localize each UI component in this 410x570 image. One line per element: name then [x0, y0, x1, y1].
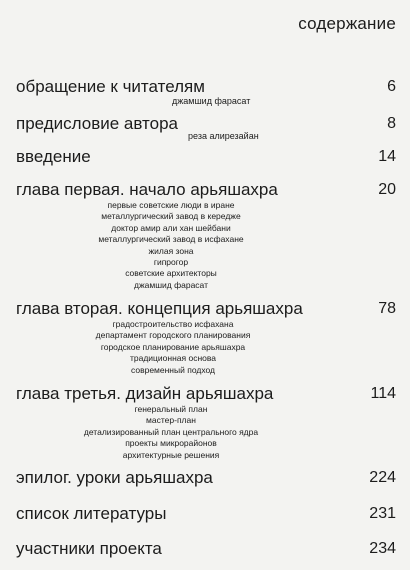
toc-entry-page: 234 [369, 540, 396, 557]
toc-entry-bibliography [16, 503, 396, 527]
toc-entry-page: 114 [370, 385, 396, 402]
toc-entry-title: глава первая. начало арьяшахра [16, 180, 278, 199]
toc-entry-page: 20 [378, 181, 396, 198]
toc-entry-introduction [16, 146, 396, 170]
toc-subsection: доктор амир али хан шейбани [111, 222, 231, 233]
toc-entry-page: 78 [378, 300, 396, 317]
toc-entry-author-preface [16, 113, 396, 141]
toc-entry-page: 14 [378, 148, 396, 165]
toc-subsection: первые советские люди в иране [107, 200, 235, 210]
toc-subsection: городское планирование арьяшахра [100, 341, 246, 352]
toc-subsection: гипрогор [153, 257, 189, 268]
toc-entry-author: реза алирезайан [188, 131, 259, 141]
toc-subsections [16, 404, 326, 461]
toc-entry-title: эпилог. уроки арьяшахра [16, 468, 213, 487]
toc-subsections [16, 200, 326, 291]
toc-entry-chapter-two [16, 298, 396, 379]
toc-subsections [18, 319, 328, 376]
toc-entry-title: список литературы [16, 504, 167, 523]
toc-entry-page: 6 [387, 78, 396, 95]
toc-subsection: генеральный план [134, 404, 208, 414]
toc-subsection: архитектурные решения [122, 449, 220, 460]
toc-entry-page: 8 [387, 115, 396, 132]
toc-entry-epilogue [16, 467, 396, 491]
toc-subsection: жилая зона [148, 245, 194, 256]
toc-entry-author: джамшид фарасат [172, 96, 251, 106]
toc-subsection: традиционная основа [129, 353, 217, 364]
toc-entry-title: участники проекта [16, 539, 162, 558]
toc-subsection: джамшид фарасат [134, 279, 208, 290]
toc-subsection: мастер-план [146, 415, 196, 426]
toc-subsection: металлургический завод в исфахане [98, 234, 244, 245]
toc-entry-chapter-one [16, 179, 396, 294]
toc-subsection: современный подход [131, 364, 215, 375]
toc-subsection: проекты микрорайонов [125, 438, 217, 449]
toc-entry-title: введение [16, 147, 91, 166]
toc-subsection: департамент городского планирования [95, 330, 251, 341]
toc-entry-title: глава вторая. концепция арьяшахра [16, 299, 303, 318]
toc-entry-chapter-three [16, 383, 396, 464]
toc-entry-page: 231 [369, 505, 396, 522]
toc-entry-contributors [16, 538, 396, 562]
toc-entry-title: предисловие автора [16, 114, 178, 133]
toc-subsection: детализированный план центрального ядра [83, 426, 259, 437]
toc-entry-title: глава третья. дизайн арьяшахра [16, 384, 274, 403]
toc-entry-readers-address [16, 76, 396, 106]
toc-entry-page: 224 [369, 469, 396, 486]
toc-entry-title: обращение к читателям [16, 77, 205, 96]
toc-subsection: советские архитекторы [125, 268, 217, 279]
toc-subsection: металлургический завод в кередже [101, 211, 241, 222]
toc-subsection: градостроительство исфахана [112, 319, 234, 329]
contents-heading: содержание [298, 14, 396, 33]
